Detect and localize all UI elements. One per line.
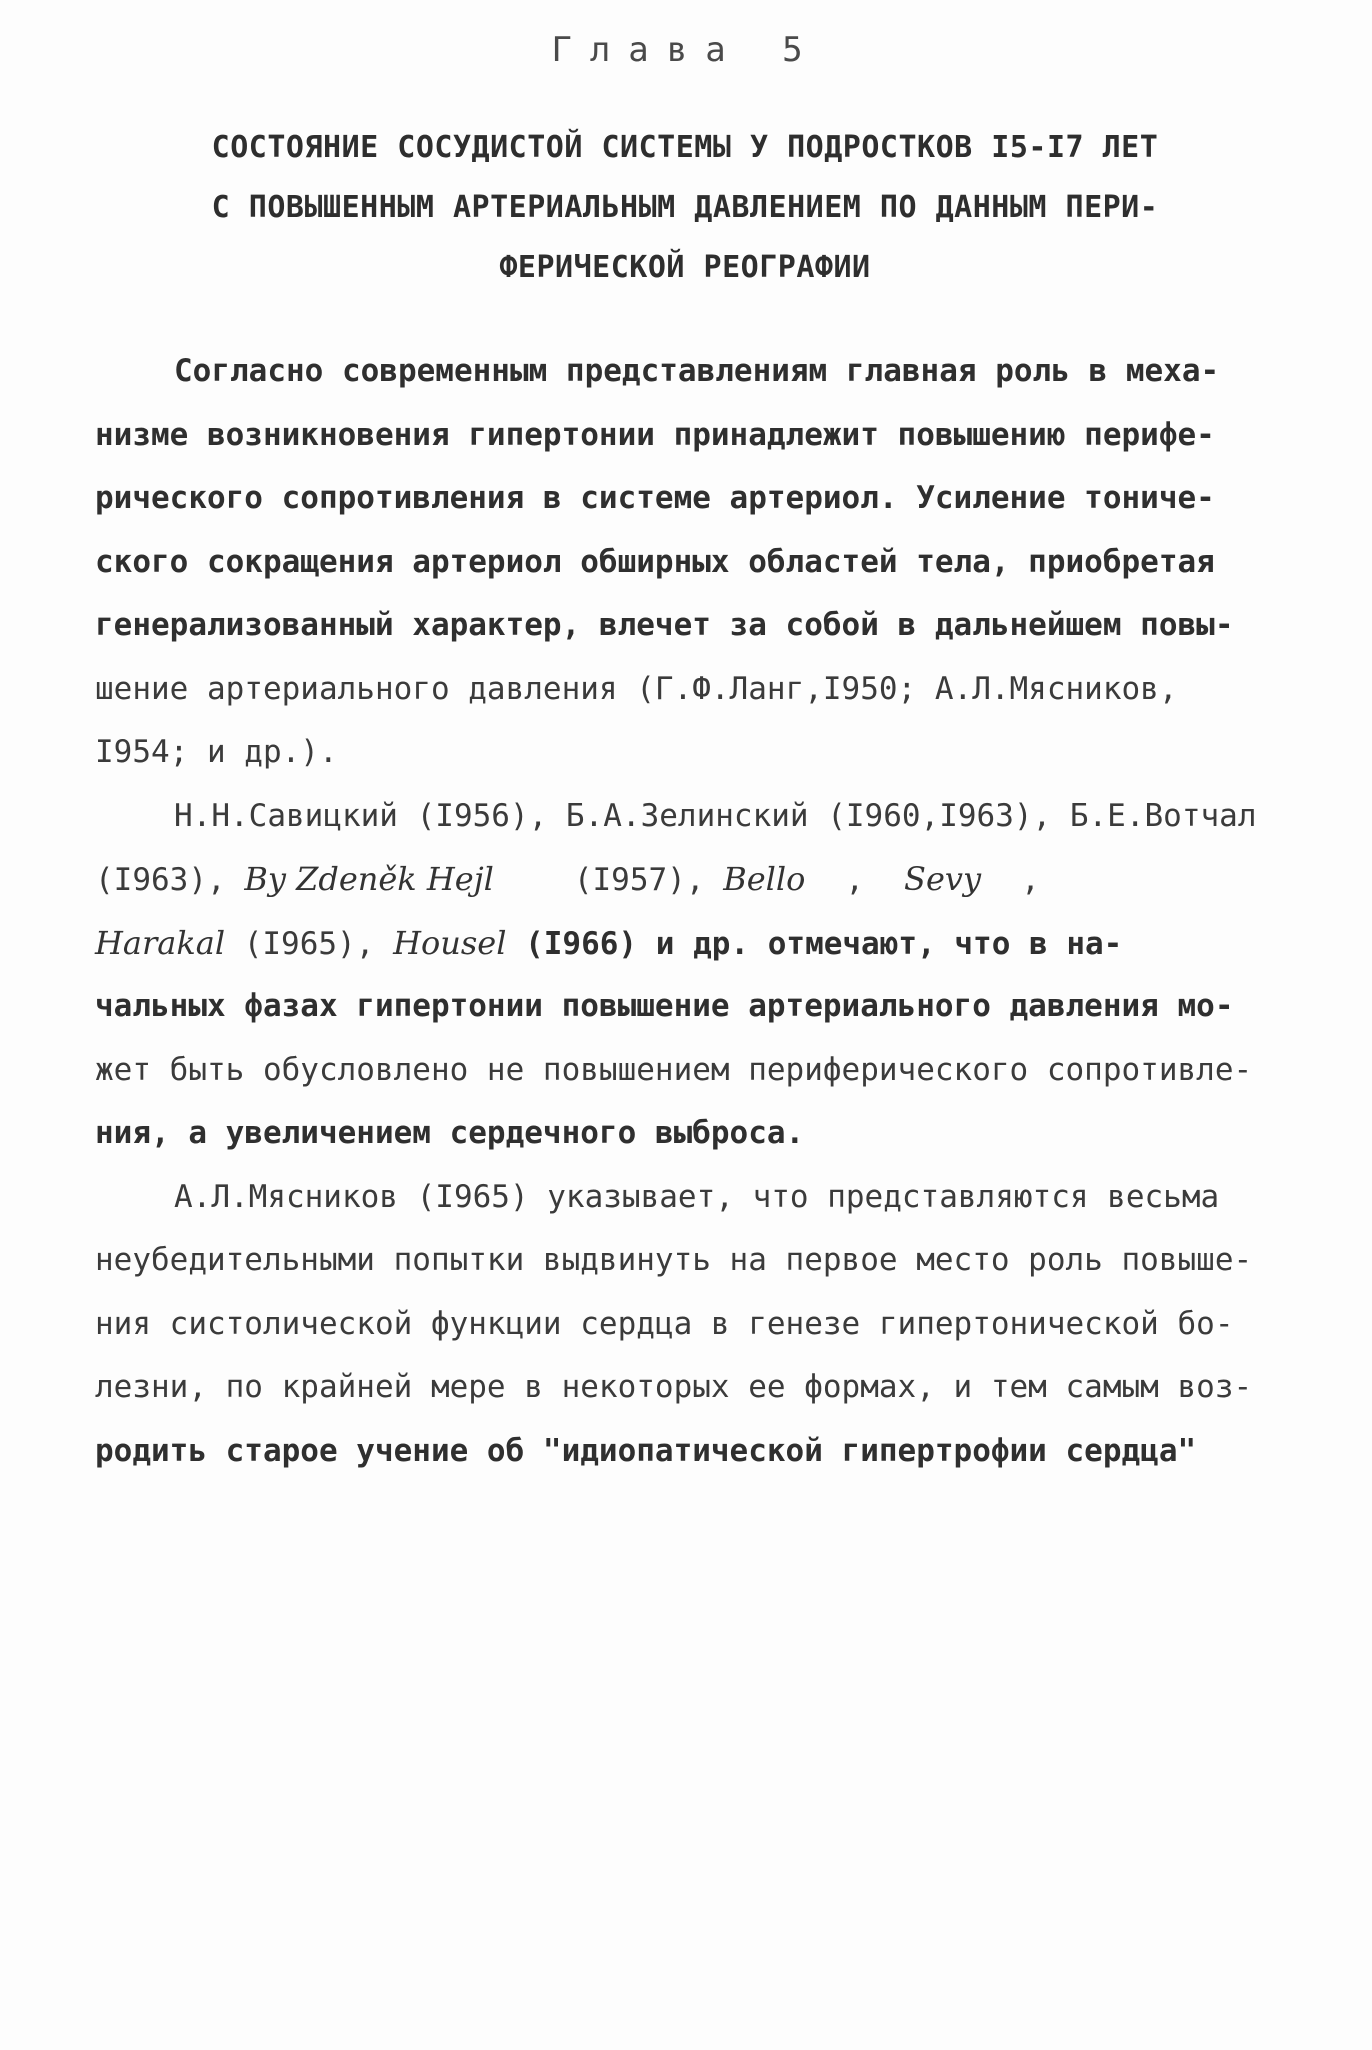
text-fragment: , xyxy=(1021,862,1040,898)
text-line: неубедительными попытки выдвинуть на первое место роль повыше- xyxy=(95,1242,1253,1278)
text-line: рического сопротивления в системе артериол. Усиление тониче- xyxy=(95,480,1215,516)
title-line: ФЕРИЧЕСКОЙ РЕОГРАФИИ xyxy=(499,250,871,285)
text-fragment: (I963), xyxy=(95,862,226,898)
handwritten-name: By Zdeněk Hejl xyxy=(244,860,494,898)
title-line: С ПОВЫШЕННЫМ АРТЕРИАЛЬНЫМ ДАВЛЕНИЕМ ПО ДАННЫМ ПЕРИ- xyxy=(211,190,1159,225)
chapter-heading: Глава 5 xyxy=(551,30,821,70)
handwritten-name: Housel xyxy=(393,923,507,962)
handwritten-name: Harakal xyxy=(95,923,226,962)
text-line-handwritten xyxy=(95,848,1275,912)
text-line: ния, а увеличением сердечного выброса. xyxy=(95,1115,805,1151)
text-line: ского сокращения артериол обширных областей тела, приобретая xyxy=(95,543,1215,580)
text-line: лезни, по крайней мере в некоторых ее формах, и тем самым воз- xyxy=(95,1369,1253,1405)
text-line: ния систолической функции сердца в генезе гипертонической бо- xyxy=(95,1305,1234,1342)
text-line: А.Л.Мясников (I965) указывает, что представляются весьма xyxy=(174,1178,1220,1215)
text-line-handwritten xyxy=(95,912,1275,976)
text-line: низме возникновения гипертонии принадлежит повышению перифе- xyxy=(95,416,1215,453)
text-fragment: (I965), xyxy=(243,925,375,962)
title-line: СОСТОЯНИЕ СОСУДИСТОЙ СИСТЕМЫ У ПОДРОСТКОВ I5-I7 ЛЕТ xyxy=(211,130,1159,165)
text-line: I954; и др.). xyxy=(95,734,338,770)
handwritten-name: Sevy xyxy=(904,860,982,898)
text-fragment: (I966) и др. отмечают, что в на- xyxy=(525,925,1123,962)
chapter-title xyxy=(150,118,1220,298)
text-line: чальных фазах гипертонии повышение артериального давления мо- xyxy=(95,988,1234,1024)
text-line: шение артериального давления (Г.Ф.Ланг,I950; А.Л.Мясников, xyxy=(95,670,1178,707)
text-line: генерализованный характер, влечет за собой в дальнейшем повы- xyxy=(95,607,1234,643)
handwritten-name: Bello xyxy=(723,860,806,898)
text-line: жет быть обусловлено не повышением периферического сопротивле- xyxy=(95,1051,1253,1088)
text-fragment: , xyxy=(845,862,865,898)
text-line: родить старое учение об "идиопатической гипертрофии сердца" xyxy=(95,1432,1197,1469)
text-fragment: (I957), xyxy=(573,862,705,898)
body-text xyxy=(95,340,1275,1483)
text-line: Согласно современным представлениям главная роль в меха- xyxy=(174,353,1220,389)
text-line: Н.Н.Савицкий (I956), Б.А.Зелинский (I960,I963), Б.Е.Вотчал xyxy=(174,797,1257,834)
